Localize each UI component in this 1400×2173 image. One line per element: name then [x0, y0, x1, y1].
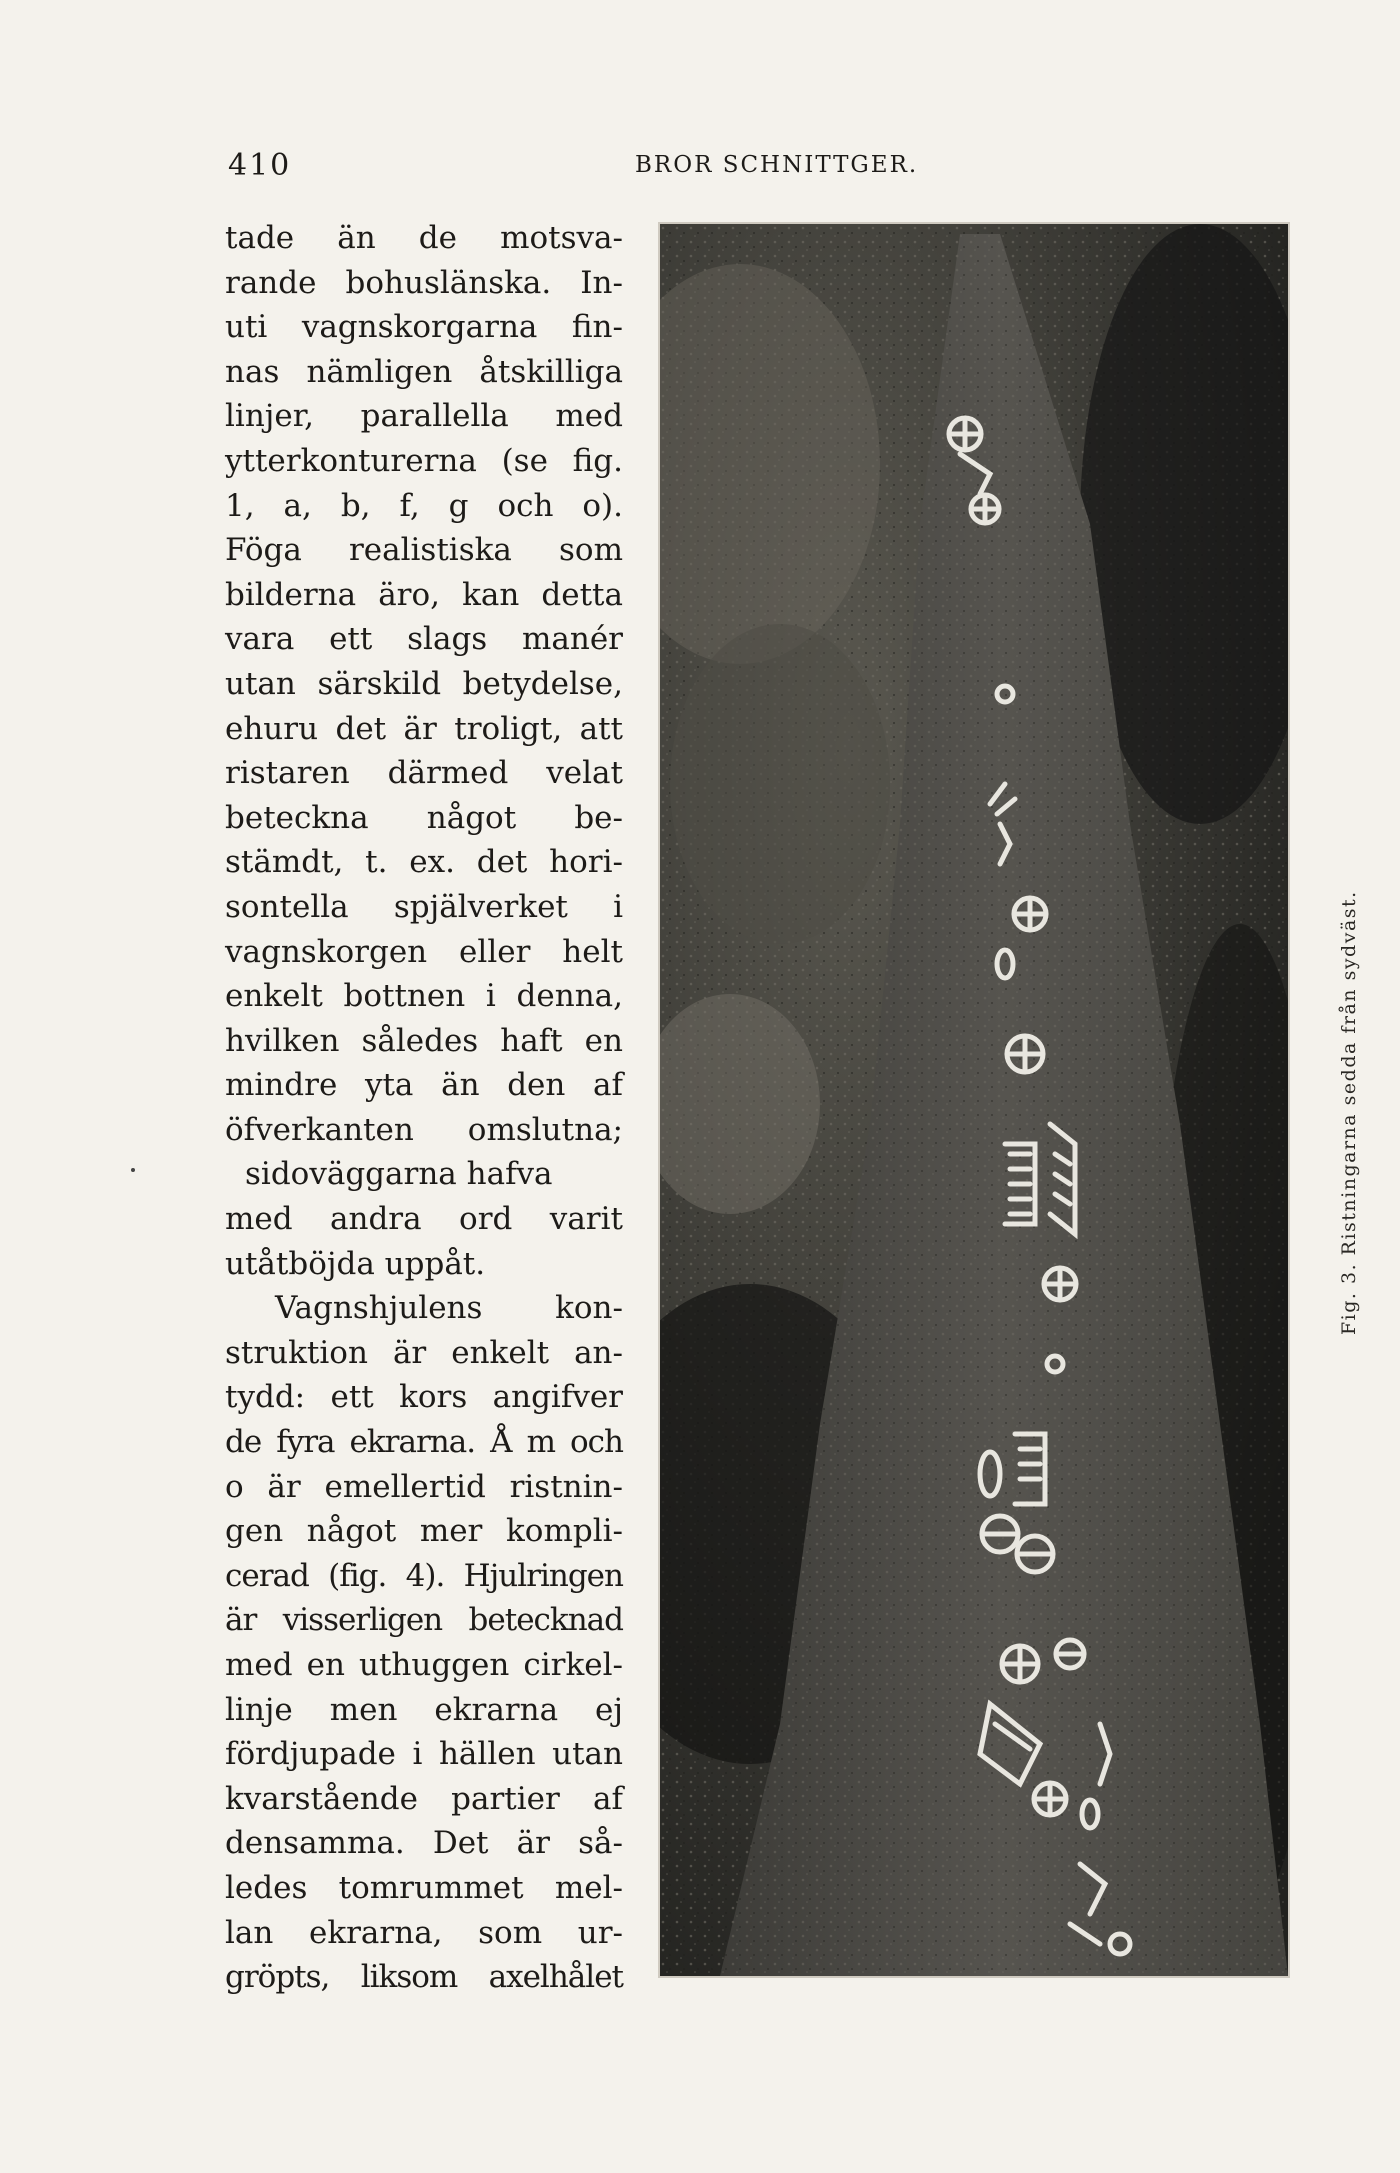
- text-line: mindre yta än den af: [225, 1067, 623, 1104]
- text-line: enkelt bottnen i denna,: [225, 978, 623, 1015]
- text-line: stämdt, t. ex. det hori-: [225, 844, 623, 881]
- text-line: utåtböjda uppåt.: [225, 1245, 486, 1282]
- body-text: [225, 216, 623, 2000]
- text-line: cerad (fig. 4). Hjulringen: [225, 1557, 623, 1594]
- text-line: Föga realistiska som: [225, 532, 623, 569]
- text-line: vagnskorgen eller helt: [225, 933, 623, 970]
- text-line: ledes tomrummet mel-: [225, 1869, 623, 1906]
- text-line: densamma. Det är så-: [225, 1825, 623, 1862]
- photo-image: [660, 224, 1288, 1976]
- text-line: öfverkanten omslutna;: [225, 1111, 623, 1148]
- text-line: rande bohuslänska. In-: [225, 264, 623, 301]
- text-line: tydd: ett kors angifver: [225, 1379, 623, 1416]
- text-line: hvilken således haft en: [225, 1022, 623, 1059]
- text-line: de fyra ekrarna. Å m och: [225, 1424, 623, 1461]
- text-line: med andra ord varit: [225, 1201, 623, 1238]
- text-line: linjer, parallella med: [225, 398, 623, 435]
- text-line: tade än de motsva-: [225, 220, 623, 256]
- text-line: sidoväggarna hafva: [245, 1156, 553, 1193]
- text-line: gen något mer kompli-: [225, 1513, 623, 1550]
- text-line: beteckna något be-: [225, 799, 623, 836]
- text-line: fördjupade i hällen utan: [225, 1736, 623, 1773]
- text-line: o är emellertid ristnin-: [225, 1468, 623, 1505]
- text-line: linje men ekrarna ej: [225, 1691, 623, 1728]
- text-line: Vagnshjulens kon-: [275, 1290, 623, 1327]
- page-number: 410: [228, 148, 292, 183]
- running-head: BROR SCHNITTGER.: [635, 152, 919, 178]
- text-line: utan särskild betydelse,: [225, 665, 623, 702]
- text-line: ehuru det är troligt, att: [225, 710, 623, 747]
- text-line: gröpts, liksom axelhålet: [225, 1959, 623, 1996]
- text-line: uti vagnskorgarna fin-: [225, 309, 623, 346]
- rock-carving-photo: [658, 222, 1290, 1978]
- text-line: bilderna äro, kan detta: [225, 576, 623, 613]
- text-line: ytterkonturerna (se fig.: [225, 442, 623, 479]
- stray-mark: [131, 1168, 135, 1172]
- text-line: sontella spjälverket i: [225, 888, 623, 925]
- text-line: med en uthuggen cirkel-: [225, 1647, 623, 1683]
- text-line: nas nämligen åtskilliga: [225, 353, 623, 390]
- text-line: 1, a, b, f, g och o).: [225, 487, 623, 524]
- text-line: lan ekrarna, som ur-: [225, 1914, 623, 1951]
- text-line: vara ett slags manér: [225, 621, 623, 658]
- figure-caption: Fig. 3. Ristningarna sedda från sydväst.: [1338, 890, 1360, 1335]
- text-line: ristaren därmed velat: [225, 755, 623, 792]
- text-line: är visserligen betecknad: [225, 1602, 623, 1639]
- text-line: struktion är enkelt an-: [225, 1334, 623, 1371]
- text-line: kvarstående partier af: [225, 1780, 623, 1817]
